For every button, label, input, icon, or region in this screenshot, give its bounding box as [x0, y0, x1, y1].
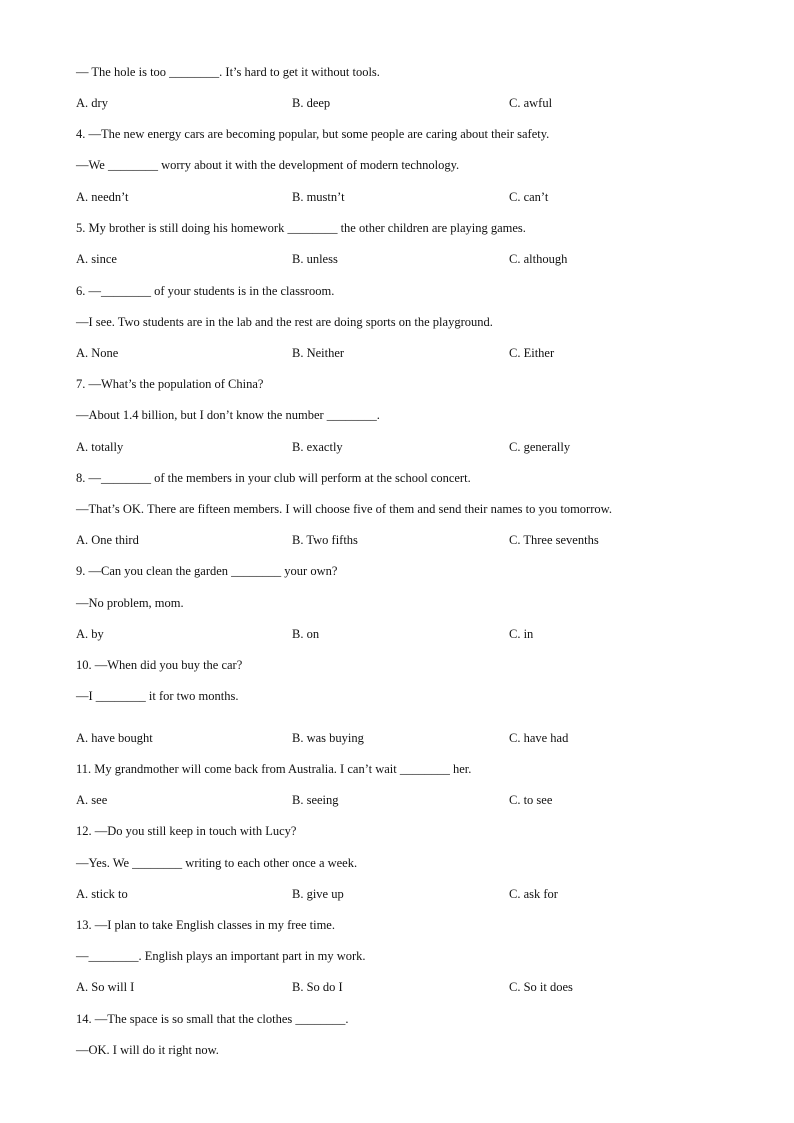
question-line: —OK. I will do it right now. [76, 1043, 219, 1057]
option-b: B. Two fifths [292, 533, 358, 547]
option-c: C. Either [509, 346, 555, 360]
answer-options [76, 793, 726, 809]
question-line: 6. —________ of your students is in the classroom. [76, 284, 335, 298]
question-line: 7. —What’s the population of China? [76, 377, 264, 391]
question-line: —No problem, mom. [76, 596, 184, 610]
answer-options [76, 346, 726, 362]
option-c: C. ask for [509, 887, 558, 901]
option-a: A. One third [76, 533, 139, 547]
option-a: A. stick to [76, 887, 128, 901]
question-line: —We ________ worry about it with the development of modern technology. [76, 158, 460, 172]
option-a: A. None [76, 346, 119, 360]
answer-options [76, 96, 726, 112]
answer-options [76, 731, 726, 747]
question-line: 10. —When did you buy the car? [76, 658, 243, 672]
option-a: A. dry [76, 96, 108, 110]
option-a: A. by [76, 627, 104, 641]
question-line: 13. —I plan to take English classes in my free time. [76, 918, 335, 932]
option-a: A. totally [76, 440, 124, 454]
option-b: B. Neither [292, 346, 345, 360]
question-line: 4. —The new energy cars are becoming popular, but some people are caring about their safety. [76, 127, 550, 141]
option-a: A. So will I [76, 980, 135, 994]
option-c: C. to see [509, 793, 553, 807]
option-b: B. deep [292, 96, 331, 110]
question-line: 5. My brother is still doing his homework ________ the other children are playing games. [76, 221, 526, 235]
question-line: 9. —Can you clean the garden ________ your own? [76, 564, 338, 578]
answer-options [76, 980, 726, 996]
option-c: C. generally [509, 440, 571, 454]
option-a: A. since [76, 252, 117, 266]
answer-options [76, 887, 726, 903]
question-line: —Yes. We ________ writing to each other once a week. [76, 856, 358, 870]
question-line: 12. —Do you still keep in touch with Lucy? [76, 824, 297, 838]
option-b: B. was buying [292, 731, 364, 745]
question-line: —About 1.4 billion, but I don’t know the number ________. [76, 408, 380, 422]
answer-options [76, 190, 726, 206]
option-b: B. seeing [292, 793, 339, 807]
option-b: B. give up [292, 887, 344, 901]
option-c: C. awful [509, 96, 553, 110]
option-c: C. Three sevenths [509, 533, 599, 547]
question-line: 11. My grandmother will come back from Australia. I can’t wait ________ her. [76, 762, 472, 776]
option-c: C. have had [509, 731, 569, 745]
question-line: — The hole is too ________. It’s hard to get it without tools. [76, 65, 380, 79]
question-line: 14. —The space is so small that the clothes ________. [76, 1012, 349, 1026]
option-b: B. unless [292, 252, 338, 266]
answer-options [76, 533, 726, 549]
answer-options [76, 252, 726, 268]
option-c: C. So it does [509, 980, 573, 994]
option-c: C. can’t [509, 190, 549, 204]
question-line: —I see. Two students are in the lab and the rest are doing sports on the playground. [76, 315, 493, 329]
question-line: —That’s OK. There are fifteen members. I will choose five of them and send their names to you tomorrow. [76, 502, 612, 516]
option-c: C. in [509, 627, 534, 641]
question-line: 8. —________ of the members in your club will perform at the school concert. [76, 471, 471, 485]
question-line: —________. English plays an important part in my work. [76, 949, 366, 963]
option-b: B. mustn’t [292, 190, 345, 204]
answer-options [76, 627, 726, 643]
option-b: B. So do I [292, 980, 343, 994]
option-a: A. needn’t [76, 190, 129, 204]
option-a: A. see [76, 793, 108, 807]
option-c: C. although [509, 252, 568, 266]
option-a: A. have bought [76, 731, 153, 745]
question-line: —I ________ it for two months. [76, 689, 239, 703]
option-b: B. exactly [292, 440, 343, 454]
option-b: B. on [292, 627, 320, 641]
answer-options [76, 440, 726, 456]
